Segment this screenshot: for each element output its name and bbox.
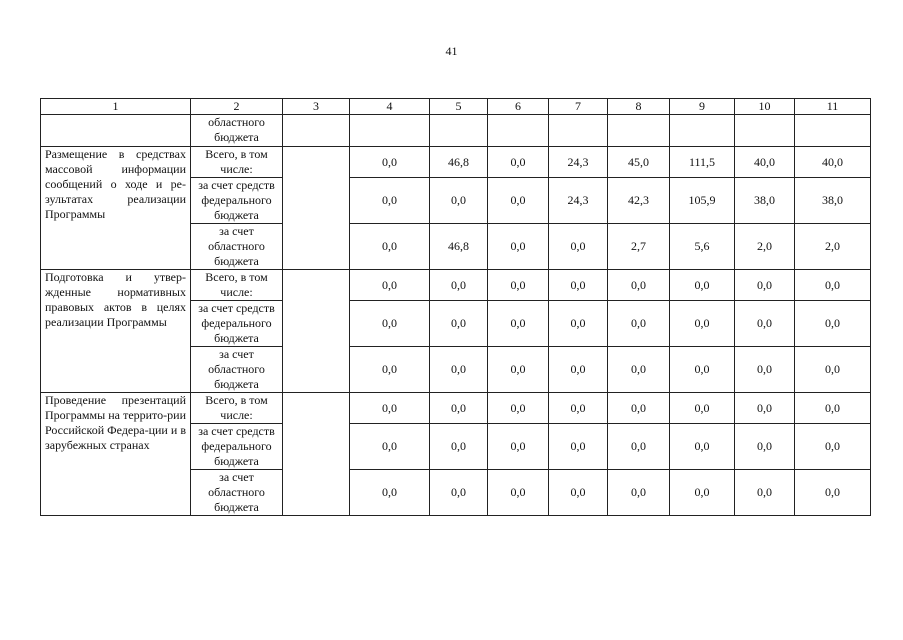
funding-source: за счет областного бюджета — [191, 470, 283, 516]
activity-name: Подготовка и утвер-жденные нормативных правовых актов в целях реализации Программы — [41, 270, 191, 393]
value-cell: 2,0 — [735, 224, 795, 270]
value-cell: 0,0 — [350, 470, 430, 516]
page-number: 41 — [445, 44, 458, 58]
value-cell: 0,0 — [670, 347, 735, 393]
value-cell: 0,0 — [735, 424, 795, 470]
value-cell: 40,0 — [735, 147, 795, 178]
value-cell: 0,0 — [350, 147, 430, 178]
column-number-header: 11 — [795, 99, 871, 115]
value-cell — [795, 115, 871, 147]
value-cell: 0,0 — [430, 470, 488, 516]
value-cell: 0,0 — [670, 424, 735, 470]
value-cell: 0,0 — [795, 393, 871, 424]
value-cell: 2,7 — [608, 224, 670, 270]
empty-cell — [283, 270, 350, 393]
value-cell: 0,0 — [735, 347, 795, 393]
column-number-header: 3 — [283, 99, 350, 115]
value-cell: 0,0 — [430, 424, 488, 470]
value-cell: 0,0 — [795, 470, 871, 516]
activity-name: Проведение презентаций Программы на террито-рии Российской Федера-ции и в зарубежных странах — [41, 393, 191, 516]
funding-source: Всего, в том числе: — [191, 147, 283, 178]
funding-source: за счет областного бюджета — [191, 347, 283, 393]
value-cell: 0,0 — [608, 424, 670, 470]
table-row — [41, 270, 871, 301]
value-cell: 0,0 — [608, 347, 670, 393]
value-cell: 0,0 — [350, 347, 430, 393]
funding-source: Всего, в том числе: — [191, 393, 283, 424]
value-cell — [670, 115, 735, 147]
activity-name: Размещение в средствах массовой информации сообщений о ходе и ре-зультатах реализации Программы — [41, 147, 191, 270]
continuation-row — [41, 115, 871, 147]
budget-table — [40, 98, 871, 516]
value-cell: 0,0 — [608, 301, 670, 347]
value-cell: 0,0 — [488, 301, 549, 347]
column-number-header: 9 — [670, 99, 735, 115]
column-number-header: 5 — [430, 99, 488, 115]
value-cell: 0,0 — [670, 270, 735, 301]
empty-cell — [283, 147, 350, 270]
value-cell: 0,0 — [488, 347, 549, 393]
value-cell: 0,0 — [488, 424, 549, 470]
value-cell: 0,0 — [430, 301, 488, 347]
value-cell: 0,0 — [350, 301, 430, 347]
value-cell: 38,0 — [735, 178, 795, 224]
value-cell: 0,0 — [549, 347, 608, 393]
column-number-header: 7 — [549, 99, 608, 115]
column-number-header: 4 — [350, 99, 430, 115]
value-cell: 0,0 — [795, 347, 871, 393]
value-cell: 0,0 — [488, 270, 549, 301]
value-cell: 0,0 — [670, 301, 735, 347]
value-cell — [735, 115, 795, 147]
value-cell: 111,5 — [670, 147, 735, 178]
value-cell: 0,0 — [735, 301, 795, 347]
value-cell: 0,0 — [670, 393, 735, 424]
value-cell: 0,0 — [549, 470, 608, 516]
value-cell: 5,6 — [670, 224, 735, 270]
column-number-header: 1 — [41, 99, 191, 115]
empty-cell — [283, 115, 350, 147]
funding-source: за счет средств федерального бюджета — [191, 178, 283, 224]
value-cell: 0,0 — [549, 393, 608, 424]
value-cell: 40,0 — [795, 147, 871, 178]
table-row — [41, 147, 871, 178]
value-cell: 0,0 — [350, 393, 430, 424]
value-cell: 24,3 — [549, 147, 608, 178]
table-row — [41, 393, 871, 424]
value-cell: 0,0 — [488, 178, 549, 224]
funding-source: за счет средств федерального бюджета — [191, 424, 283, 470]
value-cell: 0,0 — [608, 393, 670, 424]
value-cell: 0,0 — [735, 470, 795, 516]
value-cell: 0,0 — [795, 270, 871, 301]
column-number-header: 2 — [191, 99, 283, 115]
empty-cell — [41, 115, 191, 147]
funding-source: за счет областного бюджета — [191, 224, 283, 270]
empty-cell — [283, 393, 350, 516]
value-cell: 0,0 — [430, 270, 488, 301]
funding-source: областного бюджета — [191, 115, 283, 147]
value-cell: 0,0 — [549, 424, 608, 470]
value-cell: 46,8 — [430, 147, 488, 178]
value-cell: 0,0 — [549, 224, 608, 270]
column-number-header: 6 — [488, 99, 549, 115]
value-cell: 2,0 — [795, 224, 871, 270]
value-cell: 0,0 — [430, 393, 488, 424]
value-cell: 0,0 — [670, 470, 735, 516]
funding-source: за счет средств федерального бюджета — [191, 301, 283, 347]
value-cell: 0,0 — [549, 270, 608, 301]
value-cell: 0,0 — [735, 270, 795, 301]
value-cell: 0,0 — [350, 424, 430, 470]
value-cell: 0,0 — [488, 393, 549, 424]
value-cell: 38,0 — [795, 178, 871, 224]
value-cell: 0,0 — [608, 270, 670, 301]
value-cell: 0,0 — [350, 178, 430, 224]
value-cell: 0,0 — [430, 347, 488, 393]
value-cell — [488, 115, 549, 147]
value-cell: 24,3 — [549, 178, 608, 224]
value-cell: 0,0 — [488, 147, 549, 178]
value-cell: 0,0 — [350, 224, 430, 270]
value-cell: 0,0 — [735, 393, 795, 424]
value-cell — [430, 115, 488, 147]
value-cell: 46,8 — [430, 224, 488, 270]
value-cell — [350, 115, 430, 147]
column-number-header: 8 — [608, 99, 670, 115]
value-cell: 105,9 — [670, 178, 735, 224]
value-cell: 42,3 — [608, 178, 670, 224]
header-row — [41, 99, 871, 115]
funding-source: Всего, в том числе: — [191, 270, 283, 301]
value-cell: 0,0 — [350, 270, 430, 301]
value-cell: 0,0 — [488, 224, 549, 270]
value-cell: 0,0 — [608, 470, 670, 516]
value-cell — [608, 115, 670, 147]
value-cell: 0,0 — [488, 470, 549, 516]
value-cell: 45,0 — [608, 147, 670, 178]
value-cell: 0,0 — [430, 178, 488, 224]
column-number-header: 10 — [735, 99, 795, 115]
value-cell: 0,0 — [795, 424, 871, 470]
value-cell: 0,0 — [549, 301, 608, 347]
value-cell: 0,0 — [795, 301, 871, 347]
value-cell — [549, 115, 608, 147]
